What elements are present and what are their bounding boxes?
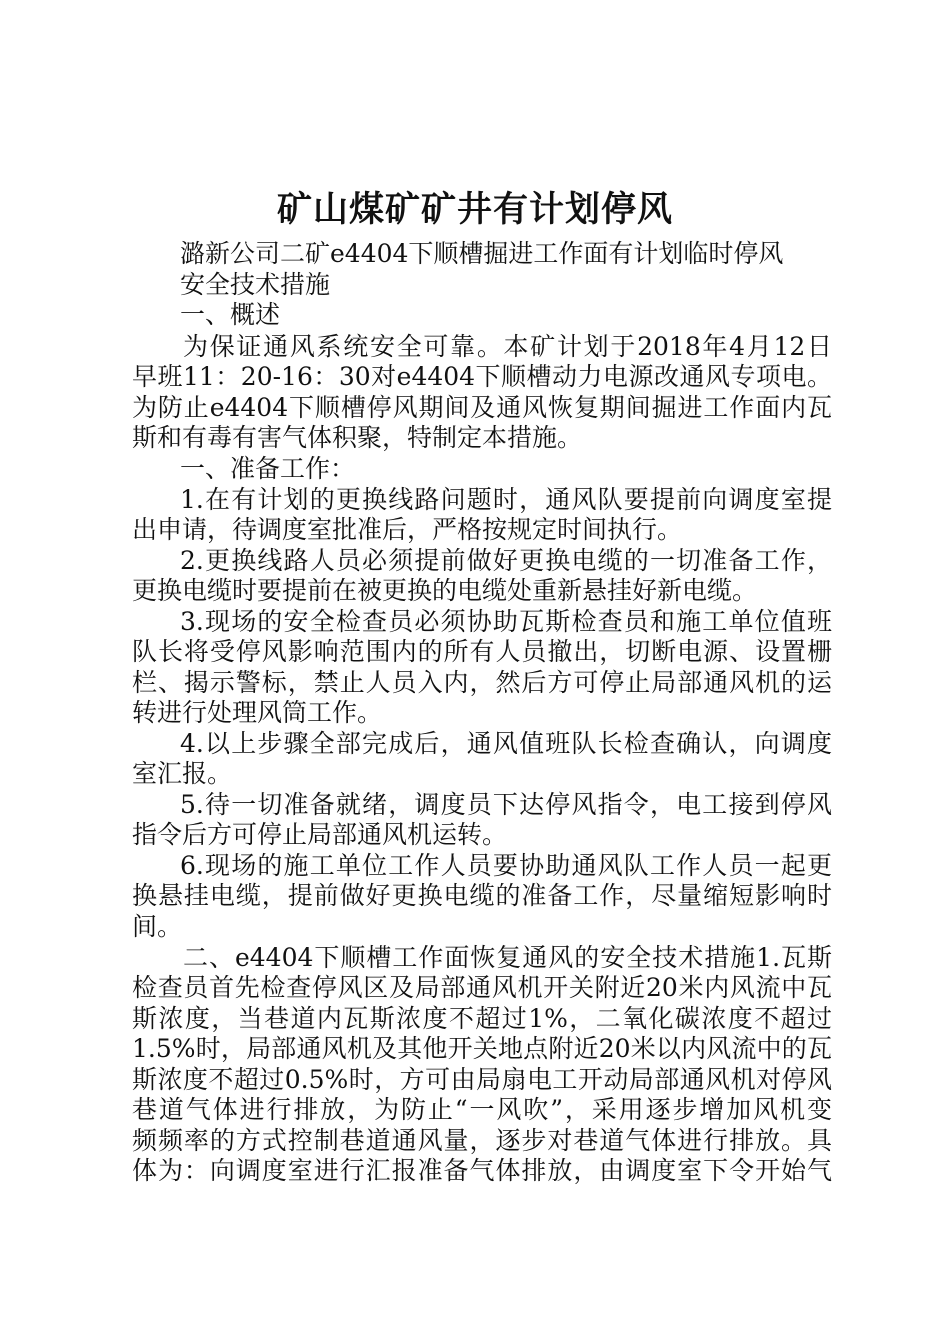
text-line: 间。 — [132, 912, 183, 941]
text-line: 4.以上步骤全部完成后，通风值班队长检查确认，向调度 — [180, 729, 832, 758]
text-line: 为保证通风系统安全可靠。本矿计划于2018年4月12日 — [183, 332, 832, 361]
text-line: 栏、揭示警标，禁止人员入内，然后方可停止局部通风机的运 — [132, 668, 832, 697]
text-line: 斯浓度不超过0.5%时，方可由局扇电工开动局部通风机对停风 — [132, 1065, 832, 1094]
text-line: 室汇报。 — [132, 759, 233, 788]
text-line: 更换电缆时要提前在被更换的电缆处重新悬挂好新电缆。 — [132, 576, 758, 605]
text-line: 巷道气体进行排放，为防止“一风吹”，采用逐步增加风机变 — [132, 1095, 832, 1124]
text-line: 2.更换线路人员必须提前做好更换电缆的一切准备工作， — [180, 546, 832, 575]
text-line: 指令后方可停止局部通风机运转。 — [132, 820, 508, 849]
text-line: 检查员首先检查停风区及局部通风机开关附近20米内风流中瓦 — [132, 973, 832, 1002]
text-line: 早班11：20-16：30对e4404下顺槽动力电源改通风专项电。 — [132, 362, 832, 391]
text-line: 安全技术措施 — [180, 270, 331, 299]
section-heading: 一、准备工作： — [180, 454, 356, 483]
text-line: 出申请，待调度室批准后，严格按规定时间执行。 — [132, 515, 683, 544]
text-line: 1.在有计划的更换线路问题时，通风队要提前向调度室提 — [180, 485, 832, 514]
text-line: 斯浓度，当巷道内瓦斯浓度不超过1%，二氧化碳浓度不超过 — [132, 1004, 832, 1033]
text-line: 为防止e4404下顺槽停风期间及通风恢复期间掘进工作面内瓦 — [132, 393, 832, 422]
text-line: 队长将受停风影响范围内的所有人员撤出，切断电源、设置栅 — [132, 637, 832, 666]
section-heading: 一、概述 — [180, 300, 281, 329]
text-line: 3.现场的安全检查员必须协助瓦斯检查员和施工单位值班 — [180, 607, 832, 636]
text-line: 潞新公司二矿e4404下顺槽掘进工作面有计划临时停风 — [180, 239, 784, 268]
text-line: 5.待一切准备就绪，调度员下达停风指令，电工接到停风 — [180, 790, 832, 819]
text-line: 体为：向调度室进行汇报准备气体排放，由调度室下令开始气 — [132, 1156, 832, 1185]
text-line: 斯和有毒有害气体积聚，特制定本措施。 — [132, 423, 583, 452]
text-line: 转进行处理风筒工作。 — [132, 698, 383, 727]
text-line: 1.5%时，局部通风机及其他开关地点附近20米以内风流中的瓦 — [132, 1034, 832, 1063]
text-line: 换悬挂电缆，提前做好更换电缆的准备工作，尽量缩短影响时 — [132, 881, 832, 910]
text-line: 6.现场的施工单位工作人员要协助通风队工作人员一起更 — [180, 851, 832, 880]
text-line: 频频率的方式控制巷道通风量，逐步对巷道气体进行排放。具 — [132, 1126, 832, 1155]
text-line: 二、e4404下顺槽工作面恢复通风的安全技术措施1.瓦斯 — [183, 943, 832, 972]
document-title: 矿山煤矿矿井有计划停风 — [276, 189, 673, 230]
